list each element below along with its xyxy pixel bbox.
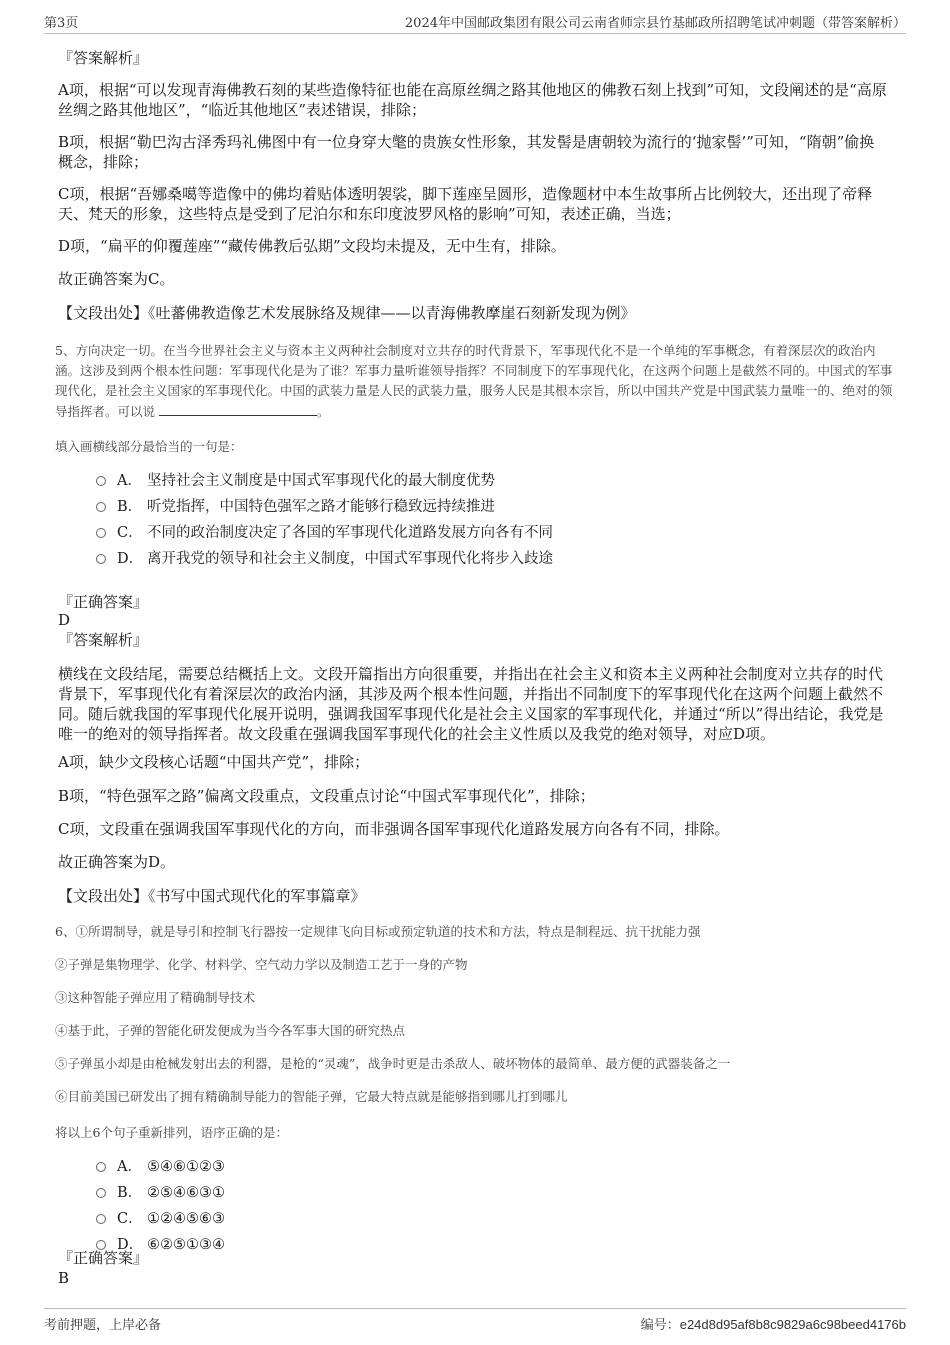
q5-analysis-c: C项，文段重在强调我国军事现代化的方向，而非强调各国军事现代化道路发展方向各有不同，排除。: [58, 820, 730, 838]
q5-option-c[interactable]: C． 不同的政治制度决定了各国的军事现代化道路发展方向各有不同: [96, 522, 553, 544]
q6-option-d[interactable]: D． ⑥②⑤①③④: [96, 1234, 225, 1256]
fill-in-blank: [159, 401, 317, 416]
q5-analysis-main: 横线在文段结尾，需要总结概括上文。文段开篇指出方向很重要，并指出在社会主义和资本主义两种社会制度对立共存的时代背景下，军事现代化有着深层次的政治内涵，其涉及两个根本性问题，并指出不同制度下的军事现代化在这两个问题上截然不同。随后就我国的军事现代化展开说明，强调我国军事现代化是社会主义国家的军事现代化，并通过“所以”得出结论，我党是唯一的绝对的领导指挥者。故文段重在强调我国军事现代化的社会主义性质以及我党的绝对领导，对应D项。: [58, 665, 884, 743]
footer-code: [641, 1314, 906, 1333]
q6-sentence-1: 6、①所谓制导，就是导引和控制飞行器按一定规律飞向目标或预定轨道的技术和方法，特点是制程远、抗干扰能力强: [55, 924, 701, 939]
q5-stem-end: 。: [317, 404, 330, 419]
q6-option-c[interactable]: C． ①②④⑤⑥③: [96, 1208, 225, 1230]
radio-icon[interactable]: [96, 476, 106, 486]
radio-icon[interactable]: [96, 528, 106, 538]
header-divider: [44, 33, 906, 34]
radio-icon[interactable]: [96, 1162, 106, 1172]
q5-analysis-label: 『答案解析』: [58, 631, 149, 649]
q5-analysis-b: B项，“特色强军之路”偏离文段重点，文段重点讨论“中国式军事现代化”，排除；: [58, 787, 595, 805]
radio-icon[interactable]: [96, 502, 106, 512]
q4-analysis-c: C项，根据“吾娜桑噶等造像中的佛均着贴体透明袈裟，脚下莲座呈圆形，造像题材中本生故事所占比例较大，还出现了帝释天、梵天的形象，这些特点是受到了尼泊尔和东印度波罗风格的影响”可知，表述正确，当选；: [58, 185, 873, 223]
footer-code-label: 编号：: [640, 1318, 680, 1333]
footer-divider: [44, 1308, 906, 1309]
q6-sentence-4: ④基于此，子弹的智能化研发便成为当今各军事大国的研究热点: [55, 1023, 406, 1038]
q6-option-b[interactable]: B． ②⑤④⑥③①: [96, 1182, 225, 1204]
q4-analysis-b: B项，根据“勒巴沟古泽秀玛礼佛图中有一位身穿大氅的贵族女性形象，其发髻是唐朝较为流行的‘抛家髻’”可知，“隋朝”偷换概念，排除；: [58, 133, 875, 171]
q6-option-a[interactable]: A． ⑤④⑥①②③: [96, 1156, 225, 1178]
q6-sentence-5: ⑤子弹虽小却是由枪械发射出去的利器，是枪的“灵魂”，战争时更是击杀敌人、破坏物体的最简单、最方便的武器装备之一: [55, 1056, 731, 1071]
q5-instruction: 填入画横线部分最恰当的一句是：: [55, 439, 243, 454]
footer-code-value: e24d8d95af8b8c9829a6c98beed4176b: [679, 1317, 906, 1332]
q6-instruction: 将以上6个句子重新排列，语序正确的是：: [55, 1125, 288, 1140]
q5-option-a[interactable]: A． 坚持社会主义制度是中国式军事现代化的最大制度优势: [96, 470, 495, 492]
q6-sentence-2: ②子弹是集物理学、化学、材料学、空气动力学以及制造工艺于一身的产物: [55, 957, 468, 972]
q4-conclusion: 故正确答案为C。: [58, 270, 175, 288]
q5-option-b[interactable]: B． 听党指挥，中国特色强军之路才能够行稳致远持续推进: [96, 496, 495, 518]
q5-option-d[interactable]: D． 离开我党的领导和社会主义制度，中国式军事现代化将步入歧途: [96, 548, 553, 570]
q6-answer: B: [58, 1269, 70, 1287]
page-number: 第3页: [44, 16, 79, 31]
q5-answer: D: [58, 611, 71, 629]
q5-source: 【文段出处】《书写中国式现代化的军事篇章》: [58, 887, 366, 905]
radio-icon[interactable]: [96, 1214, 106, 1224]
q4-analysis-d: D项，“扁平的仰覆莲座”“藏传佛教后弘期”文段均未提及，无中生有，排除。: [58, 237, 566, 255]
q6-sentence-3: ③这种智能子弹应用了精确制导技术: [55, 990, 256, 1005]
q6-sentence-6: ⑥目前美国已研发出了拥有精确制导能力的智能子弹，它最大特点就是能够指到哪儿打到哪儿: [55, 1089, 568, 1104]
footer-slogan: 考前押题，上岸必备: [44, 1318, 162, 1333]
q4-source: 【文段出处】《吐蕃佛教造像艺术发展脉络及规律——以青海佛教摩崖石刻新发现为例》: [58, 304, 636, 322]
q4-analysis-label: 『答案解析』: [58, 49, 149, 67]
q5-stem: [55, 341, 895, 422]
q5-stem-text: 5、方向决定一切。在当今世界社会主义与资本主义两种社会制度对立共存的时代背景下，军事现代化不是一个单纯的军事概念，有着深层次的政治内涵。这涉及到两个根本性问题：军事现代化是为了谁？军事力量听谁领导指挥？不同制度下的军事现代化，在这两个问题上是截然不同的。中国式的军事现代化，是社会主义国家的军事现代化。中国的武装力量是人民的武装力量，服务人民是其根本宗旨，所以中国共产党是中国武装力量唯一的、绝对的领导指挥者。可以说: [55, 343, 893, 419]
q5-analysis-a: A项，缺少文段核心话题“中国共产党”，排除；: [58, 753, 370, 771]
q5-answer-label: 『正确答案』: [58, 593, 149, 611]
q4-analysis-a: A项，根据“可以发现青海佛教石刻的某些造像特征也能在高原丝绸之路其他地区的佛教石刻上找到”可知，文段阐述的是“高原丝绸之路其他地区”，“临近其他地区”表述错误，排除；: [58, 81, 887, 119]
radio-icon[interactable]: [96, 554, 106, 564]
q5-conclusion: 故正确答案为D。: [58, 853, 176, 871]
document-title: 2024年中国邮政集团有限公司云南省师宗县竹基邮政所招聘笔试冲刺题（带答案解析）: [404, 16, 906, 31]
q6-answer-label: 『正确答案』: [58, 1249, 149, 1267]
radio-icon[interactable]: [96, 1188, 106, 1198]
